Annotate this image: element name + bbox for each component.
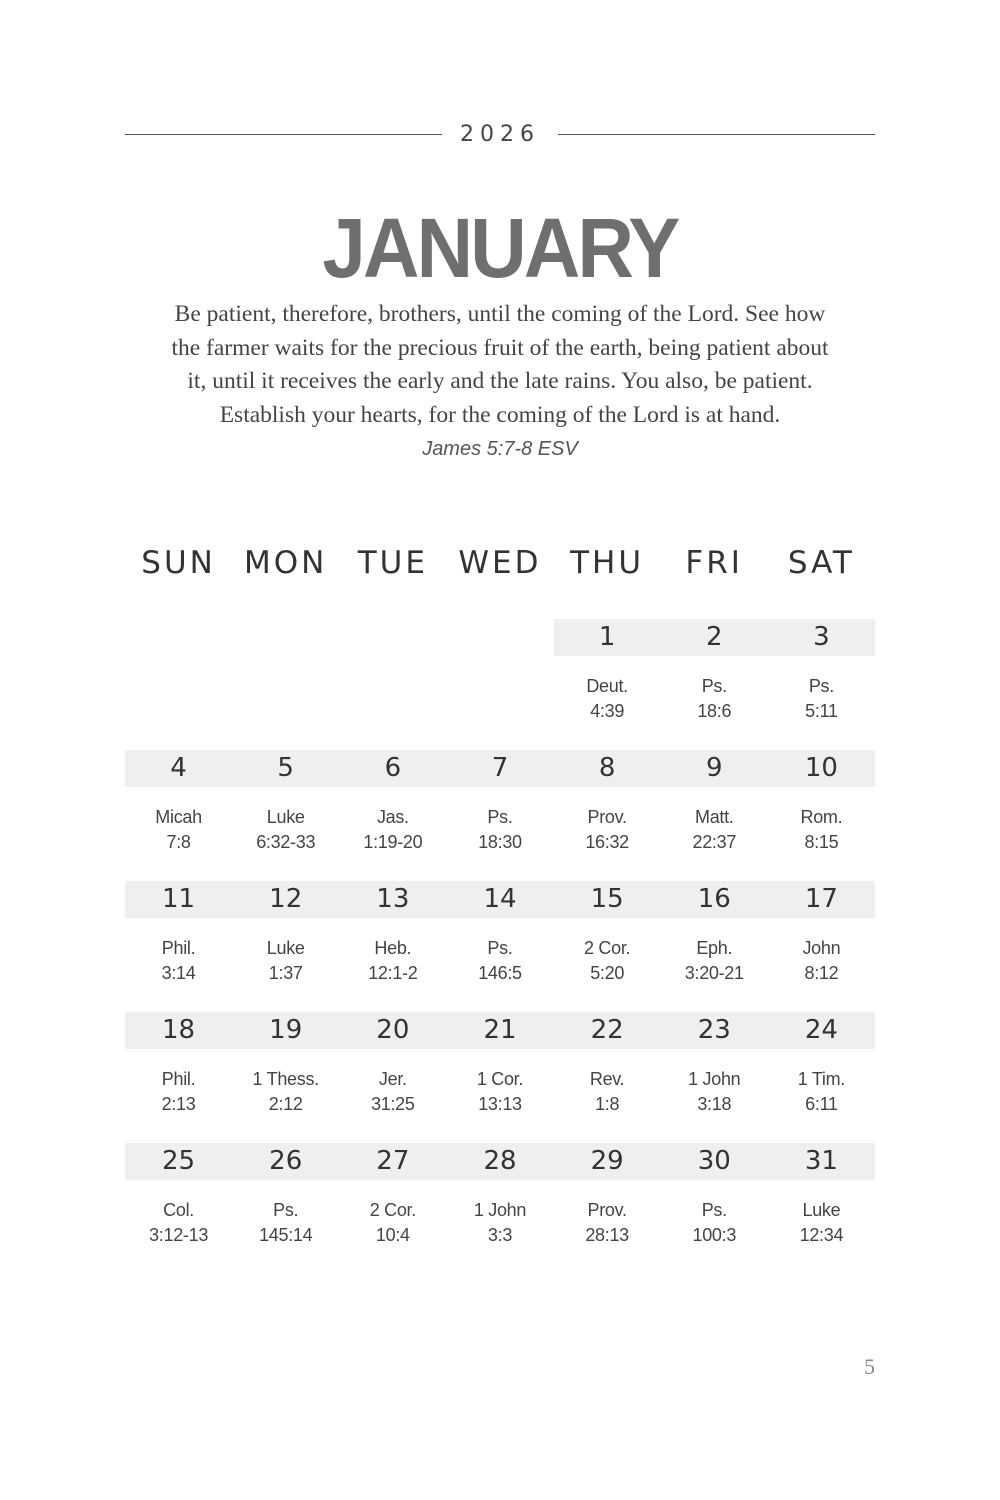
- day-number: 28: [446, 1143, 553, 1180]
- verse-line: Be patient, therefore, brothers, until the coming of the Lord. See how: [174, 301, 826, 327]
- reference-book: 2 Cor.: [369, 1200, 416, 1220]
- scripture-reference: [232, 805, 339, 855]
- month-title: JANUARY: [322, 201, 678, 295]
- calendar-empty-cell: [125, 619, 232, 739]
- reference-book: 1 John: [473, 1200, 527, 1220]
- reference-book: Col.: [163, 1200, 194, 1220]
- reference-verse: 146:5: [478, 963, 522, 983]
- day-number: 11: [125, 881, 232, 918]
- day-number: 30: [661, 1143, 768, 1180]
- calendar-day-cell: [232, 881, 339, 1001]
- reference-book: Luke: [266, 938, 305, 958]
- year-header: [125, 119, 875, 149]
- calendar-week-row: [125, 1012, 875, 1132]
- reference-book: 1 Thess.: [252, 1069, 319, 1089]
- calendar-day-cell: [232, 1012, 339, 1132]
- reference-book: Luke: [802, 1200, 841, 1220]
- reference-book: Jer.: [378, 1069, 407, 1089]
- weekday-wed: WED: [458, 545, 542, 581]
- verse-line: it, until it receives the early and the late rains. You also, be patient.: [187, 368, 813, 394]
- calendar-day-cell: [661, 750, 768, 870]
- scripture-reference: [446, 805, 553, 855]
- scripture-reference: [125, 936, 232, 986]
- calendar-day-cell: [661, 619, 768, 739]
- calendar-day-cell: [446, 881, 553, 1001]
- verse-text: [110, 298, 890, 432]
- reference-book: 2 Cor.: [584, 938, 631, 958]
- scripture-reference: [554, 1067, 661, 1117]
- reference-verse: 8:15: [804, 832, 839, 852]
- weekday-thu: THU: [570, 545, 645, 581]
- day-number: 2: [661, 619, 768, 656]
- calendar-day-cell: [339, 1143, 446, 1263]
- calendar-empty-cell: [446, 619, 553, 739]
- reference-verse: 1:19-20: [363, 832, 423, 852]
- calendar-day-cell: [768, 881, 875, 1001]
- scripture-reference: [554, 1198, 661, 1248]
- reference-book: Matt.: [695, 807, 734, 827]
- reference-verse: 3:18: [697, 1094, 732, 1114]
- reference-verse: 1:8: [595, 1094, 620, 1114]
- day-number: 26: [232, 1143, 339, 1180]
- calendar-day-cell: [661, 881, 768, 1001]
- day-number: 29: [554, 1143, 661, 1180]
- day-number: 24: [768, 1012, 875, 1049]
- reference-verse: 2:12: [268, 1094, 303, 1114]
- calendar-day-cell: [339, 750, 446, 870]
- calendar-day-cell: [125, 750, 232, 870]
- scripture-reference: [446, 1198, 553, 1248]
- scripture-reference: [768, 1198, 875, 1248]
- calendar-day-cell: [768, 750, 875, 870]
- reference-verse: 12:34: [799, 1225, 844, 1245]
- scripture-reference: [446, 936, 553, 986]
- scripture-reference: [661, 805, 768, 855]
- reference-verse: 5:11: [805, 701, 838, 721]
- scripture-reference: [661, 936, 768, 986]
- calendar-day-cell: [554, 881, 661, 1001]
- scripture-reference: [554, 674, 661, 724]
- calendar-day-cell: [554, 619, 661, 739]
- scripture-reference: [339, 1067, 446, 1117]
- reference-book: Prov.: [587, 1200, 627, 1220]
- year-rule-right: [558, 134, 875, 135]
- reference-verse: 145:14: [259, 1225, 313, 1245]
- reference-verse: 100:3: [692, 1225, 737, 1245]
- reference-book: 1 John: [688, 1069, 741, 1089]
- day-number: 16: [661, 881, 768, 918]
- weekday-sat: SAT: [787, 545, 855, 581]
- reference-verse: 5:20: [590, 963, 625, 983]
- calendar-grid: [125, 545, 875, 1245]
- scripture-reference: [554, 805, 661, 855]
- calendar-week-row: [125, 881, 875, 1001]
- reference-book: Ps.: [273, 1200, 299, 1220]
- calendar-day-cell: [125, 1143, 232, 1263]
- scripture-reference: [768, 936, 875, 986]
- calendar-day-cell: [661, 1012, 768, 1132]
- day-number: 14: [446, 881, 553, 918]
- reference-book: Deut.: [586, 676, 628, 696]
- day-number: 19: [232, 1012, 339, 1049]
- reference-book: Rom.: [800, 807, 843, 827]
- reference-book: Luke: [266, 807, 305, 827]
- reference-book: Ps.: [701, 1200, 727, 1220]
- reference-verse: 3:12-13: [149, 1225, 209, 1245]
- calendar-day-cell: [125, 1012, 232, 1132]
- day-number: 21: [446, 1012, 553, 1049]
- day-number: 5: [232, 750, 339, 787]
- day-number: 13: [339, 881, 446, 918]
- day-number: 25: [125, 1143, 232, 1180]
- scripture-reference: [661, 674, 768, 724]
- weekday-fri: FRI: [685, 545, 743, 581]
- weekday-header-row: [125, 545, 875, 587]
- scripture-reference: [339, 805, 446, 855]
- reference-book: Rev.: [589, 1069, 625, 1089]
- calendar-day-cell: [554, 1143, 661, 1263]
- reference-book: Heb.: [374, 938, 412, 958]
- day-number: 27: [339, 1143, 446, 1180]
- reference-verse: 1:37: [268, 963, 303, 983]
- scripture-reference: [232, 1198, 339, 1248]
- page-number: 5: [864, 1354, 875, 1379]
- day-number: 6: [339, 750, 446, 787]
- reference-verse: 10:4: [375, 1225, 410, 1245]
- weekday-sun: SUN: [141, 545, 216, 581]
- calendar-day-cell: [446, 1143, 553, 1263]
- reference-verse: 18:30: [478, 832, 522, 852]
- calendar-day-cell: [554, 750, 661, 870]
- calendar-week-row: [125, 619, 875, 739]
- scripture-reference: [768, 674, 875, 724]
- scripture-reference: [125, 1067, 232, 1117]
- reference-verse: 6:32-33: [256, 832, 316, 852]
- reference-book: Ps.: [808, 676, 834, 696]
- calendar-week-row: [125, 750, 875, 870]
- calendar-day-cell: [232, 750, 339, 870]
- calendar-day-cell: [446, 750, 553, 870]
- day-number: 3: [768, 619, 875, 656]
- reference-book: Ps.: [487, 938, 513, 958]
- reference-book: Phil.: [161, 938, 196, 958]
- calendar-day-cell: [339, 1012, 446, 1132]
- calendar-empty-cell: [232, 619, 339, 739]
- calendar-week-row: [125, 1143, 875, 1263]
- calendar-day-cell: [661, 1143, 768, 1263]
- calendar-day-cell: [768, 1143, 875, 1263]
- day-number: 17: [768, 881, 875, 918]
- verse-line: Establish your hearts, for the coming of the Lord is at hand.: [219, 401, 781, 428]
- calendar-day-cell: [446, 1012, 553, 1132]
- scripture-reference: [768, 1067, 875, 1117]
- reference-verse: 8:12: [804, 963, 839, 983]
- scripture-reference: [125, 805, 232, 855]
- reference-book: Jas.: [376, 807, 409, 827]
- calendar-day-cell: [768, 1012, 875, 1132]
- scripture-reference: [554, 936, 661, 986]
- verse-line: the farmer waits for the precious fruit of the earth, being patient about: [171, 334, 829, 361]
- verse-citation: James 5:7-8 ESV: [422, 438, 578, 460]
- scripture-reference: [125, 1198, 232, 1248]
- calendar-empty-cell: [339, 619, 446, 739]
- day-number: 10: [768, 750, 875, 787]
- reference-book: Phil.: [161, 1069, 196, 1089]
- day-number: 1: [554, 619, 661, 656]
- reference-verse: 13:13: [478, 1094, 522, 1114]
- day-number: 18: [125, 1012, 232, 1049]
- day-number: 4: [125, 750, 232, 787]
- scripture-reference: [339, 936, 446, 986]
- scripture-reference: [661, 1067, 768, 1117]
- day-number: 31: [768, 1143, 875, 1180]
- reference-book: Ps.: [701, 676, 727, 696]
- scripture-reference: [661, 1198, 768, 1248]
- reference-verse: 18:6: [697, 701, 732, 721]
- reference-book: Prov.: [587, 807, 627, 827]
- reference-book: Micah: [155, 807, 202, 827]
- scripture-reference: [446, 1067, 553, 1117]
- day-number: 20: [339, 1012, 446, 1049]
- reference-verse: 2:13: [161, 1094, 196, 1114]
- reference-verse: 4:39: [590, 701, 625, 721]
- day-number: 23: [661, 1012, 768, 1049]
- reference-verse: 28:13: [585, 1225, 629, 1245]
- reference-verse: 3:14: [161, 963, 196, 983]
- scripture-reference: [339, 1198, 446, 1248]
- reference-book: John: [802, 938, 841, 958]
- reference-book: Eph.: [696, 938, 733, 958]
- calendar-day-cell: [232, 1143, 339, 1263]
- calendar-day-cell: [768, 619, 875, 739]
- reference-verse: 22:37: [692, 832, 737, 852]
- reference-verse: 3:3: [487, 1225, 513, 1245]
- weekday-tue: TUE: [357, 545, 428, 581]
- calendar-day-cell: [554, 1012, 661, 1132]
- day-number: 12: [232, 881, 339, 918]
- reference-verse: 16:32: [585, 832, 629, 852]
- reference-verse: 12:1-2: [368, 963, 418, 983]
- year-rule-left: [125, 134, 442, 135]
- day-number: 15: [554, 881, 661, 918]
- scripture-reference: [768, 805, 875, 855]
- scripture-reference: [232, 936, 339, 986]
- reference-book: 1 Tim.: [797, 1069, 846, 1089]
- reference-verse: 3:20-21: [684, 963, 744, 983]
- weekday-mon: MON: [244, 545, 328, 581]
- year-label: 2026: [460, 121, 540, 147]
- day-number: 8: [554, 750, 661, 787]
- day-number: 7: [446, 750, 553, 787]
- reference-verse: 7:8: [166, 832, 191, 852]
- reference-verse: 6:11: [805, 1094, 838, 1114]
- reference-book: 1 Cor.: [476, 1069, 524, 1089]
- calendar-day-cell: [339, 881, 446, 1001]
- day-number: 22: [554, 1012, 661, 1049]
- day-number: 9: [661, 750, 768, 787]
- reference-verse: 31:25: [371, 1094, 415, 1114]
- calendar-day-cell: [125, 881, 232, 1001]
- reference-book: Ps.: [487, 807, 513, 827]
- scripture-reference: [232, 1067, 339, 1117]
